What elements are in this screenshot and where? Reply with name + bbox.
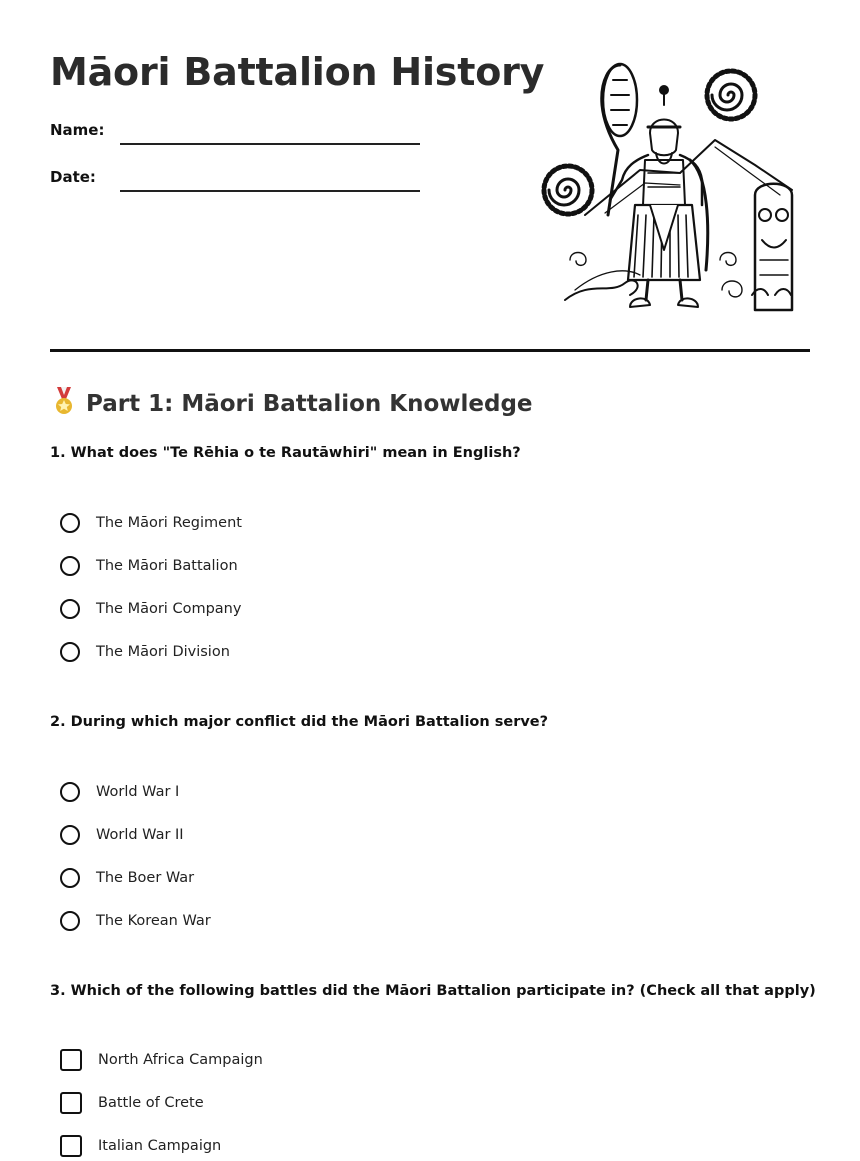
q3-option-3[interactable] [60, 1133, 221, 1159]
page-title: Māori Battalion History [50, 50, 545, 94]
checkbox[interactable] [60, 1092, 82, 1114]
q2-option-1[interactable] [60, 779, 179, 805]
option-label: North Africa Campaign [98, 1052, 263, 1068]
question-3: 3. Which of the following battles did the Māori Battalion participate in? (Check all that apply) [50, 983, 816, 999]
section-title-text: Part 1: Māori Battalion Knowledge [86, 391, 533, 417]
option-label: The Māori Battalion [96, 558, 238, 574]
option-label: Battle of Crete [98, 1095, 204, 1111]
option-label: World War II [96, 827, 184, 843]
q3-option-1[interactable] [60, 1047, 263, 1073]
radio-button[interactable] [60, 599, 80, 619]
option-label: The Korean War [96, 913, 211, 929]
option-label: World War I [96, 784, 180, 800]
section-divider [50, 349, 810, 352]
medal-icon [50, 386, 78, 416]
radio-button[interactable] [60, 782, 80, 802]
checkbox[interactable] [60, 1135, 82, 1157]
radio-button[interactable] [60, 825, 80, 845]
option-label: The Māori Division [96, 644, 230, 660]
date-field[interactable] [120, 190, 420, 192]
q1-option-1[interactable] [60, 510, 242, 536]
q2-option-4[interactable] [60, 908, 211, 934]
option-label: The Māori Company [96, 601, 242, 617]
name-field[interactable] [120, 143, 420, 145]
question-1: 1. What does "Te Rēhia o te Rautāwhiri" mean in English? [50, 445, 521, 461]
q1-option-4[interactable] [60, 639, 230, 665]
checkbox[interactable] [60, 1049, 82, 1071]
q1-option-2[interactable] [60, 553, 238, 579]
q2-option-2[interactable] [60, 822, 184, 848]
radio-button[interactable] [60, 513, 80, 533]
section-title [50, 386, 533, 417]
option-label: The Boer War [96, 870, 195, 886]
radio-button[interactable] [60, 556, 80, 576]
radio-button[interactable] [60, 642, 80, 662]
maori-warrior-illustration [530, 55, 805, 325]
option-label: Italian Campaign [98, 1138, 222, 1154]
q2-option-3[interactable] [60, 865, 194, 891]
radio-button[interactable] [60, 868, 80, 888]
date-label: Date: [50, 168, 96, 186]
question-2: 2. During which major conflict did the Māori Battalion serve? [50, 714, 549, 730]
q1-option-3[interactable] [60, 596, 241, 622]
option-label: The Māori Regiment [96, 515, 242, 531]
name-label: Name: [50, 121, 105, 139]
radio-button[interactable] [60, 911, 80, 931]
q3-option-2[interactable] [60, 1090, 204, 1116]
